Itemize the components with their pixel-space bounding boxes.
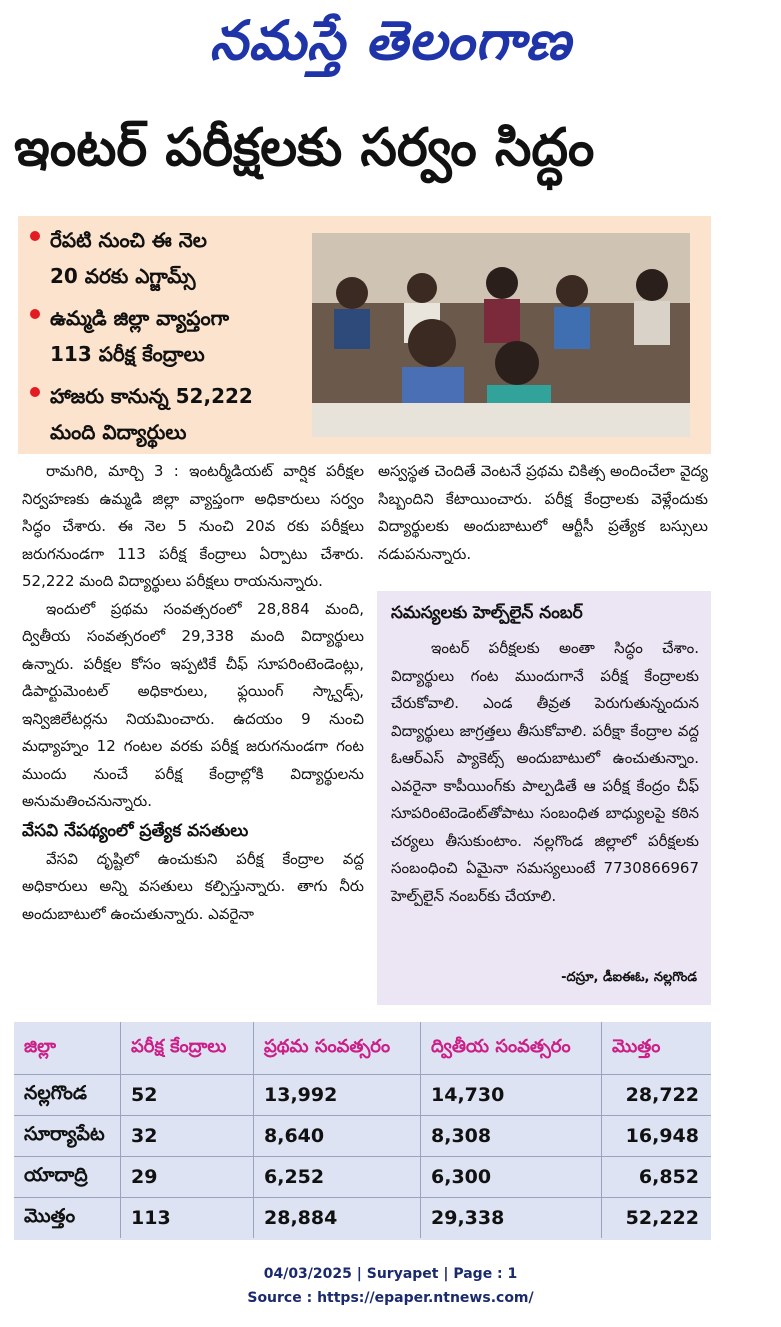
table-cell: 13,992 [254,1075,421,1116]
masthead-title: నమస్తే తెలంగాణ [209,8,572,72]
table-cell: 14,730 [421,1075,602,1116]
bullet-item [30,300,300,372]
article-subheading: వేసవి నేపథ్యంలో ప్రత్యేక వసతులు [22,820,249,841]
article-column-2 [378,458,708,568]
article-paragraph: రామగిరి, మార్చి 3 : ఇంటర్మీడియట్ వార్షిక పరీక్షల నిర్వహణకు ఉమ్మడి జిల్లా వ్యాప్తంగా అధికారులు సర్వం సిద్ధం చేశారు. ఈ నెల 5 నుంచి 20వ రకు పరీక్షలు జరుగనుండగా 113 పరీక్ష కేంద్రాలు ఏర్పాటు చేశారు. 52,222 మంది విద్యార్థులు పరీక్షలు రాయనున్నారు. [22,462,364,590]
table-cell: 29,338 [421,1198,602,1239]
masthead [0,0,781,90]
helpline-box-title: సమస్యలకు హెల్ప్‌లైన్ నంబర్ [391,603,583,623]
bullet-list [30,222,300,456]
bullet-item [30,378,300,450]
table-header: ద్వితీయ సంవత్సరం [421,1022,602,1075]
table-row [14,1198,711,1239]
bullet-item [30,222,300,294]
table-cell: యాదాద్రి [14,1157,121,1198]
table-cell: 6,852 [602,1157,712,1198]
bullet-dot-icon [30,387,40,397]
table-cell: 8,640 [254,1116,421,1157]
table-cell: 29 [121,1157,254,1198]
table-cell: నల్లగొండ [14,1075,121,1116]
stats-table [14,1022,711,1240]
table-cell: 28,884 [254,1198,421,1239]
headline: ఇంటర్ పరీక్షలకు సర్వం సిద్ధం [14,118,595,178]
helpline-box-body: ఇంటర్ పరీక్షలకు అంతా సిద్ధం చేశాం. విద్యార్థులు గంట ముందుగానే పరీక్ష కేంద్రాలకు చేరుకోవాలి. ఎండ తీవ్రత పెరుగుతున్నందున విద్యార్థులు జాగ్రత్తలు తీసుకోవాలి. పరీక్షా కేంద్రాల వద్ద ఓఆర్ఎస్ ప్యాకెట్స్ అందుబాటులో ఉంచుతున్నాం. ఎవరైనా కాపీయింగ్‌కు పాల్పడితే ఆ పరీక్ష కేంద్రం చీఫ్ సూపరింటెండెంట్‌తోపాటు సంబంధిత బాధ్యులపై కఠిన చర్యలు తీసుకుంటాం. నల్లగొండ జిల్లాలో పరీక్షలకు సంబంధించి ఏమైనా సమస్యలుంటే 7730866967 హెల్ప్‌లైన్ నంబర్‌కు చేయాలి. [391,639,699,905]
article-paragraph: ఇందులో ప్రథమ సంవత్సరంలో 28,884 మంది, ద్వితీయ సంవత్సరంలో 29,338 మంది విద్యార్థులు ఉన్నారు. పరీక్షల కోసం ఇప్పటికే చీఫ్ సూపరింటెండెంట్లు, డిపార్టుమెంటల్ అధికారులు, ఫ్లయింగ్ స్క్వాడ్స్, ఇన్విజిలేటర్లను నియమించారు. ఉదయం 9 నుంచి మధ్యాహ్నం 12 గంటల వరకు పరీక్ష జరుగనుండగా గంట ముందు నుంచే పరీక్ష కేంద్రాల్లోకి విద్యార్థులను అనుమతించనున్నారు. [22,599,364,810]
table-cell: 8,308 [421,1116,602,1157]
article-paragraph: అస్వస్థత చెందితే వెంటనే ప్రథమ చికిత్స అందించేలా వైద్య సిబ్బందిని కేటాయించారు. పరీక్ష కేంద్రాలకు వెళ్లేందుకు విద్యార్థులకు అందుబాటులో ఆర్టీసీ ప్రత్యేక బస్సులు నడుపనున్నారు. [378,462,708,563]
table-cell: 113 [121,1198,254,1239]
table-header: ప్రథమ సంవత్సరం [254,1022,421,1075]
bullet-line: మంది విద్యార్థులు [50,420,187,444]
table-cell: 6,300 [421,1157,602,1198]
table-cell: 52 [121,1075,254,1116]
table-row [14,1075,711,1116]
table-header: మొత్తం [602,1022,712,1075]
footer-date-line: 04/03/2025 | Suryapet | Page : 1 [263,1266,518,1282]
bullet-line: హాజరు కానున్న 52,222 [50,384,253,408]
bullet-line: 20 వరకు ఎగ్జామ్స్ [50,264,196,288]
table-cell: 16,948 [602,1116,712,1157]
table-header: పరీక్ష కేంద్రాలు [121,1022,254,1075]
article-column-1 [22,458,364,928]
table-header-row [14,1022,711,1075]
table-cell: 52,222 [602,1198,712,1239]
bullet-dot-icon [30,309,40,319]
students-image-icon [312,233,690,437]
table-row [14,1116,711,1157]
exam-hall-photo [312,233,690,437]
table-row [14,1157,711,1198]
bullet-line: రేపటి నుంచి ఈ నెల [50,228,207,252]
table-cell: 28,722 [602,1075,712,1116]
footer-source-line: Source : https://epaper.ntnews.com/ [247,1290,534,1306]
bullet-line: ఉమ్మడి జిల్లా వ్యాప్తంగా [50,306,230,330]
helpline-box [377,591,711,1005]
bullet-line: 113 పరీక్ష కేంద్రాలు [50,342,205,366]
table-cell: మొత్తం [14,1198,121,1239]
table-header: జిల్లా [24,1035,57,1057]
bullet-dot-icon [30,231,40,241]
table-cell: 32 [121,1116,254,1157]
table-cell: సూర్యాపేట [14,1116,121,1157]
table-cell: 6,252 [254,1157,421,1198]
article-paragraph: వేసవి దృష్టిలో ఉంచుకుని పరీక్ష కేంద్రాల వద్ద అధికారులు అన్ని వసతులు కల్పిస్తున్నారు. తాగు నీరు అందుబాటులో ఉంచుతున్నారు. ఎవరైనా [22,849,364,923]
signature: -దస్రూ, డీఐఈఓ, నల్లగొండ [561,970,697,985]
